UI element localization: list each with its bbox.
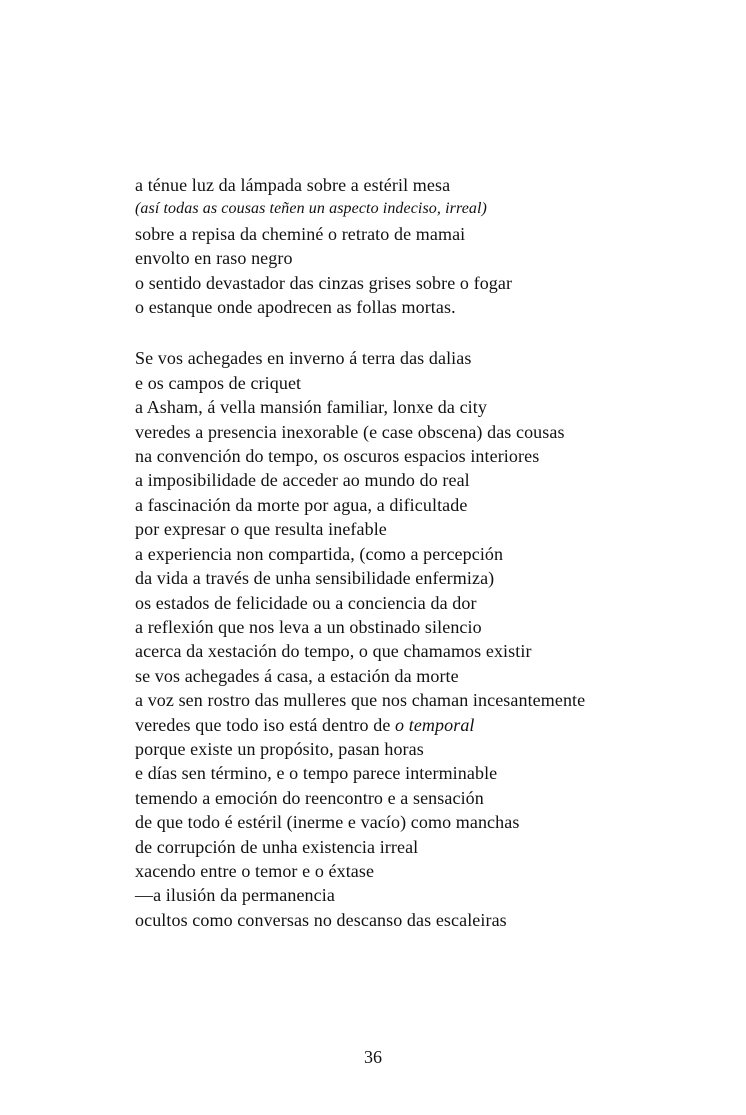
poem-line: porque existe un propósito, pasan horas xyxy=(135,738,424,759)
stanza-1 xyxy=(135,173,715,319)
poem-line: a ténue luz da lámpada sobre a estéril mesa xyxy=(135,175,451,195)
poem-line: a reflexión que nos leva a un obstinado silencio xyxy=(135,616,482,637)
poem-line: a voz sen rostro das mulleres que nos chaman incesantemente xyxy=(135,690,586,711)
poem-line: a fascinación da morte por agua, a dificultade xyxy=(135,494,468,515)
poem-line-start: veredes que todo iso está dentro de xyxy=(135,714,391,735)
poem-line-with-italic xyxy=(135,713,715,737)
poem-line: xacendo entre o temor e o éxtase xyxy=(135,860,375,881)
poem-line: ocultos como conversas no descanso das escaleiras xyxy=(135,909,507,930)
poem-line: temendo a emoción do reencontro e a sensación xyxy=(135,787,484,808)
poem-line: por expresar o que resulta inefable xyxy=(135,519,387,540)
poem-line: de corrupción de unha existencia irreal xyxy=(135,836,419,857)
poem-text xyxy=(135,173,715,932)
poem-line: de que todo é estéril (inerme e vacío) como manchas xyxy=(135,812,520,833)
poem-line: e os campos de criquet xyxy=(135,372,302,393)
poem-line: o sentido devastador das cinzas grises sobre o fogar xyxy=(135,272,513,293)
poem-line: na convención do tempo, os oscuros espacios interiores xyxy=(135,446,540,467)
poem-line: a Asham, á vella mansión familiar, lonxe da city xyxy=(135,397,487,418)
poem-line: —a ilusión da permanencia xyxy=(135,885,335,906)
poem-line: os estados de felicidade ou a conciencia da dor xyxy=(135,592,477,613)
poem-line: da vida a través de unha sensibilidade enfermiza) xyxy=(135,568,495,589)
poem-line-italic: (así todas as cousas teñen un aspecto indeciso, irreal) xyxy=(135,200,487,218)
stanza-2 xyxy=(135,346,715,932)
poem-line: a imposibilidade de acceder ao mundo do real xyxy=(135,470,470,491)
poem-line: Se vos achegades en inverno á terra das dalias xyxy=(135,348,472,369)
poem-line: a experiencia non compartida, (como a percepción xyxy=(135,543,504,564)
poem-line: envolto en raso negro xyxy=(135,248,293,269)
poem-line: o estanque onde apodrecen as follas mortas. xyxy=(135,297,456,318)
poem-line: se vos achegades á casa, a estación da morte xyxy=(135,665,459,686)
poem-line: veredes a presencia inexorable (e case obscena) das cousas xyxy=(135,421,565,442)
poem-line: acerca da xestación do tempo, o que chamamos existir xyxy=(135,641,532,662)
poem-line: e días sen término, e o tempo parece interminable xyxy=(135,763,498,784)
italic-phrase: o temporal xyxy=(395,714,475,735)
page-number: 36 xyxy=(364,1047,382,1067)
poem-line: sobre a repisa da cheminé o retrato de mamai xyxy=(135,223,466,244)
